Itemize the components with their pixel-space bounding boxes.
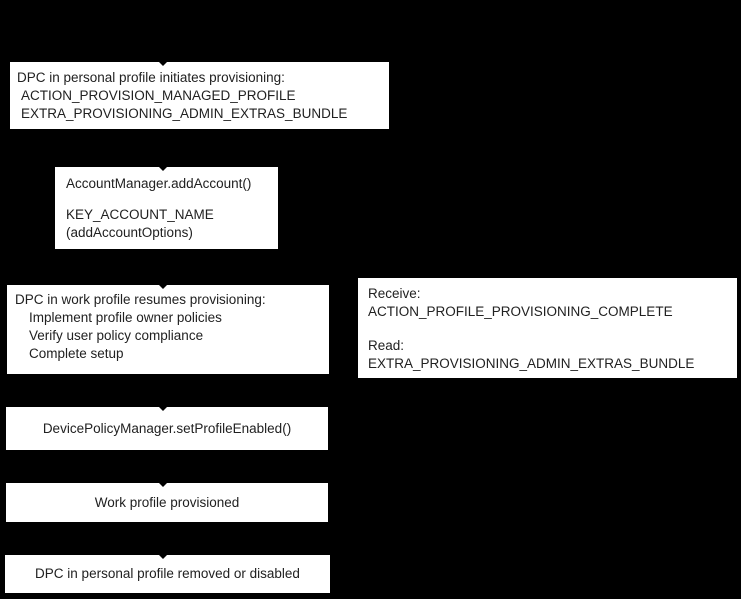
arrowhead-icon: [159, 285, 167, 289]
box-text-line: Implement profile owner policies: [29, 310, 222, 325]
box-text-line: AccountManager.addAccount(): [66, 176, 252, 191]
arrowhead-icon: [159, 167, 167, 171]
arrowhead-icon: [159, 62, 167, 66]
box-text-line: DPC in work profile resumes provisioning:: [15, 292, 266, 307]
arrowhead-icon: [159, 407, 167, 411]
box-text-line: Complete setup: [29, 346, 124, 361]
box-text-line: DPC in personal profile initiates provisioning:: [17, 70, 285, 85]
box-text-line: ACTION_PROVISION_MANAGED_PROFILE: [21, 88, 296, 103]
flow-box-provisioning-complete: [358, 278, 737, 378]
box-text-line: Read:: [368, 338, 405, 353]
box-text-line: (addAccountOptions): [66, 225, 193, 240]
flow-box-resume-provisioning: [7, 285, 329, 374]
flow-box-initiate-provisioning: [10, 62, 389, 129]
box-text-line: EXTRA_PROVISIONING_ADMIN_EXTRAS_BUNDLE: [21, 106, 348, 121]
arrowhead-icon: [159, 555, 167, 559]
box-text-line: Receive:: [368, 286, 421, 301]
box-text-line: Verify user policy compliance: [29, 328, 204, 343]
flow-box-dpc-removed: DPC in personal profile removed or disabled: [5, 555, 330, 593]
flow-box-work-profile-provisioned: Work profile provisioned: [6, 483, 328, 522]
flow-box-add-account: [55, 167, 278, 249]
flow-box-set-profile-enabled: DevicePolicyManager.setProfileEnabled(): [6, 407, 328, 450]
box-text-line: KEY_ACCOUNT_NAME: [66, 207, 214, 222]
box-text-line: ACTION_PROFILE_PROVISIONING_COMPLETE: [368, 304, 673, 319]
box-text-line: EXTRA_PROVISIONING_ADMIN_EXTRAS_BUNDLE: [368, 356, 695, 371]
arrowhead-icon: [159, 483, 167, 487]
